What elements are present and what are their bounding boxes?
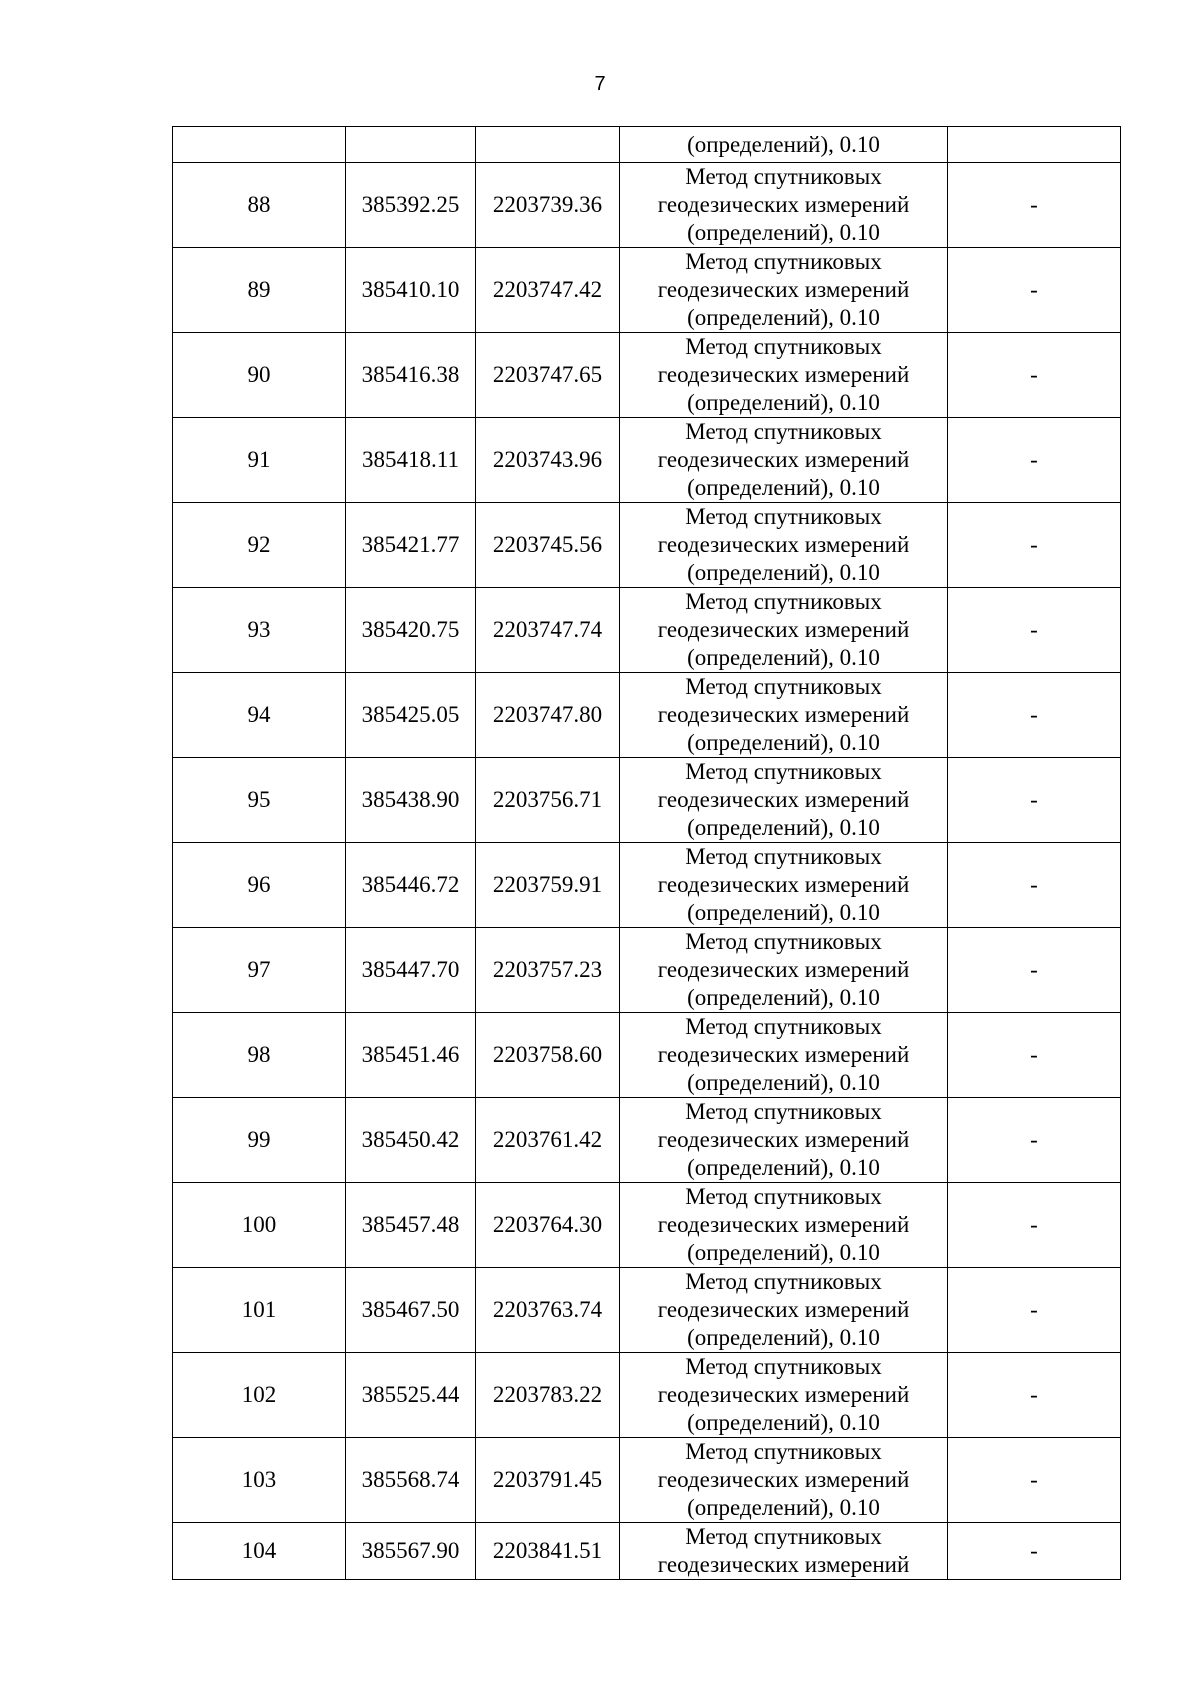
cell-x: 385418.11 [346, 418, 476, 503]
method-text: (определений), 0.10 [687, 1070, 880, 1095]
cell-method [620, 928, 948, 1013]
cell-method [620, 1013, 948, 1098]
cell-point-number: 93 [173, 588, 346, 673]
cell-method [620, 1353, 948, 1438]
cell-note: - [948, 163, 1121, 248]
method-text: геодезических измерений [657, 957, 910, 982]
method-text: Метод спутниковых [685, 844, 882, 869]
table-row [173, 503, 1121, 588]
table-row [173, 1353, 1121, 1438]
cell-x: 385568.74 [346, 1438, 476, 1523]
cell-y: 2203747.74 [476, 588, 620, 673]
cell-x: 385450.42 [346, 1098, 476, 1183]
cell-point-number: 103 [173, 1438, 346, 1523]
cell-y: 2203747.42 [476, 248, 620, 333]
method-text: (определений), 0.10 [687, 560, 880, 585]
cell-method [620, 333, 948, 418]
table-row [173, 843, 1121, 928]
cell-point-number: 92 [173, 503, 346, 588]
method-text: геодезических измерений [657, 1382, 910, 1407]
method-text: (определений), 0.10 [687, 1240, 880, 1265]
cell-method [620, 163, 948, 248]
cell-note: - [948, 843, 1121, 928]
cell-note: - [948, 1183, 1121, 1268]
coordinates-table [172, 126, 1121, 1580]
cell-y [476, 127, 620, 163]
cell-x: 385416.38 [346, 333, 476, 418]
method-text: (определений), 0.10 [687, 1410, 880, 1435]
table-row [173, 1183, 1121, 1268]
cell-y: 2203791.45 [476, 1438, 620, 1523]
cell-note: - [948, 1438, 1121, 1523]
cell-y: 2203759.91 [476, 843, 620, 928]
cell-method [620, 1183, 948, 1268]
cell-point-number: 88 [173, 163, 346, 248]
cell-note: - [948, 1013, 1121, 1098]
cell-point-number: 91 [173, 418, 346, 503]
method-text: (определений), 0.10 [687, 475, 880, 500]
table-row [173, 928, 1121, 1013]
cell-x: 385451.46 [346, 1013, 476, 1098]
cell-y: 2203763.74 [476, 1268, 620, 1353]
method-text: геодезических измерений [657, 787, 910, 812]
cell-point-number: 95 [173, 758, 346, 843]
cell-x: 385438.90 [346, 758, 476, 843]
cell-point-number: 99 [173, 1098, 346, 1183]
method-text: Метод спутниковых [685, 1269, 882, 1294]
method-text: геодезических измерений [657, 532, 910, 557]
cell-note: - [948, 673, 1121, 758]
cell-y: 2203757.23 [476, 928, 620, 1013]
cell-point-number: 98 [173, 1013, 346, 1098]
cell-note [948, 127, 1121, 163]
cell-note: - [948, 1268, 1121, 1353]
method-text: (определений), 0.10 [687, 1325, 880, 1350]
cell-x: 385420.75 [346, 588, 476, 673]
method-text: Метод спутниковых [685, 1014, 882, 1039]
cell-y: 2203783.22 [476, 1353, 620, 1438]
method-text: Метод спутниковых [685, 759, 882, 784]
cell-method [620, 673, 948, 758]
cell-method [620, 588, 948, 673]
method-text: геодезических измерений [657, 192, 910, 217]
cell-y: 2203747.65 [476, 333, 620, 418]
table-row [173, 1268, 1121, 1353]
cell-point-number: 96 [173, 843, 346, 928]
method-text: Метод спутниковых [685, 929, 882, 954]
method-text: Метод спутниковых [685, 674, 882, 699]
cell-note: - [948, 758, 1121, 843]
cell-note: - [948, 1353, 1121, 1438]
cell-x: 385567.90 [346, 1523, 476, 1580]
cell-point-number: 94 [173, 673, 346, 758]
method-text: геодезических измерений [657, 617, 910, 642]
method-text: Метод спутниковых [685, 504, 882, 529]
cell-method [620, 843, 948, 928]
cell-method [620, 1438, 948, 1523]
table-row [173, 758, 1121, 843]
table-row [173, 1098, 1121, 1183]
method-text: (определений), 0.10 [687, 815, 880, 840]
method-text: геодезических измерений [657, 277, 910, 302]
cell-y: 2203743.96 [476, 418, 620, 503]
method-text: Метод спутниковых [685, 1354, 882, 1379]
cell-x: 385421.77 [346, 503, 476, 588]
cell-method [620, 1098, 948, 1183]
table-row [173, 333, 1121, 418]
method-text: Метод спутниковых [685, 589, 882, 614]
cell-note: - [948, 928, 1121, 1013]
cell-x: 385525.44 [346, 1353, 476, 1438]
cell-y: 2203745.56 [476, 503, 620, 588]
method-text: (определений), 0.10 [687, 985, 880, 1010]
method-text: Метод спутниковых [685, 1184, 882, 1209]
cell-point-number: 90 [173, 333, 346, 418]
cell-x: 385446.72 [346, 843, 476, 928]
cell-note: - [948, 333, 1121, 418]
method-text: геодезических измерений [657, 1297, 910, 1322]
method-text: (определений), 0.10 [687, 1495, 880, 1520]
cell-y: 2203761.42 [476, 1098, 620, 1183]
cell-point-number: 102 [173, 1353, 346, 1438]
cell-method [620, 758, 948, 843]
table-row [173, 1438, 1121, 1523]
method-text: (определений), 0.10 [687, 900, 880, 925]
method-text: геодезических измерений [657, 1467, 910, 1492]
cell-method [620, 503, 948, 588]
table-row [173, 588, 1121, 673]
method-text: Метод спутниковых [685, 164, 882, 189]
cell-y: 2203841.51 [476, 1523, 620, 1580]
cell-x: 385467.50 [346, 1268, 476, 1353]
method-text: (определений), 0.10 [687, 1155, 880, 1180]
method-text: Метод спутниковых [685, 419, 882, 444]
cell-point-number: 104 [173, 1523, 346, 1580]
coordinates-table-body [173, 127, 1121, 1580]
cell-method [620, 1268, 948, 1353]
cell-method [620, 248, 948, 333]
table-row [173, 418, 1121, 503]
method-text: геодезических измерений [657, 702, 910, 727]
method-text: геодезических измерений [657, 447, 910, 472]
cell-point-number [173, 127, 346, 163]
cell-y: 2203747.80 [476, 673, 620, 758]
cell-point-number: 100 [173, 1183, 346, 1268]
method-text: Метод спутниковых [685, 334, 882, 359]
cell-x [346, 127, 476, 163]
cell-note: - [948, 248, 1121, 333]
method-text: (определений), 0.10 [687, 390, 880, 415]
cell-x: 385410.10 [346, 248, 476, 333]
table-row [173, 1013, 1121, 1098]
cell-note: - [948, 1098, 1121, 1183]
cell-method [620, 418, 948, 503]
method-text: (определений), 0.10 [687, 220, 880, 245]
method-text: Метод спутниковых [685, 1099, 882, 1124]
method-text: (определений), 0.10 [687, 645, 880, 670]
method-text: геодезических измерений [657, 1212, 910, 1237]
cell-y: 2203764.30 [476, 1183, 620, 1268]
cell-y: 2203758.60 [476, 1013, 620, 1098]
table-row [173, 163, 1121, 248]
method-text: Метод спутниковых [685, 1524, 882, 1549]
cell-note: - [948, 588, 1121, 673]
cell-method [620, 127, 948, 163]
method-text: (определений), 0.10 [687, 305, 880, 330]
cell-note: - [948, 418, 1121, 503]
cell-x: 385425.05 [346, 673, 476, 758]
cell-x: 385447.70 [346, 928, 476, 1013]
cell-method [620, 1523, 948, 1580]
table-row-continued [173, 127, 1121, 163]
cell-y: 2203756.71 [476, 758, 620, 843]
cell-point-number: 101 [173, 1268, 346, 1353]
cell-y: 2203739.36 [476, 163, 620, 248]
method-text: геодезических измерений [657, 362, 910, 387]
cell-point-number: 89 [173, 248, 346, 333]
cell-note: - [948, 503, 1121, 588]
method-text: геодезических измерений [657, 1042, 910, 1067]
cell-x: 385392.25 [346, 163, 476, 248]
method-text: геодезических измерений [657, 1552, 910, 1577]
cell-note: - [948, 1523, 1121, 1580]
method-text: (определений), 0.10 [687, 730, 880, 755]
method-text: геодезических измерений [657, 872, 910, 897]
page-number: 7 [594, 73, 606, 95]
method-text: (определений), 0.10 [687, 131, 880, 157]
table-row [173, 673, 1121, 758]
method-text: геодезических измерений [657, 1127, 910, 1152]
cell-x: 385457.48 [346, 1183, 476, 1268]
table-row [173, 248, 1121, 333]
method-text: Метод спутниковых [685, 249, 882, 274]
method-text: Метод спутниковых [685, 1439, 882, 1464]
table-row-truncated [173, 1523, 1121, 1580]
cell-point-number: 97 [173, 928, 346, 1013]
